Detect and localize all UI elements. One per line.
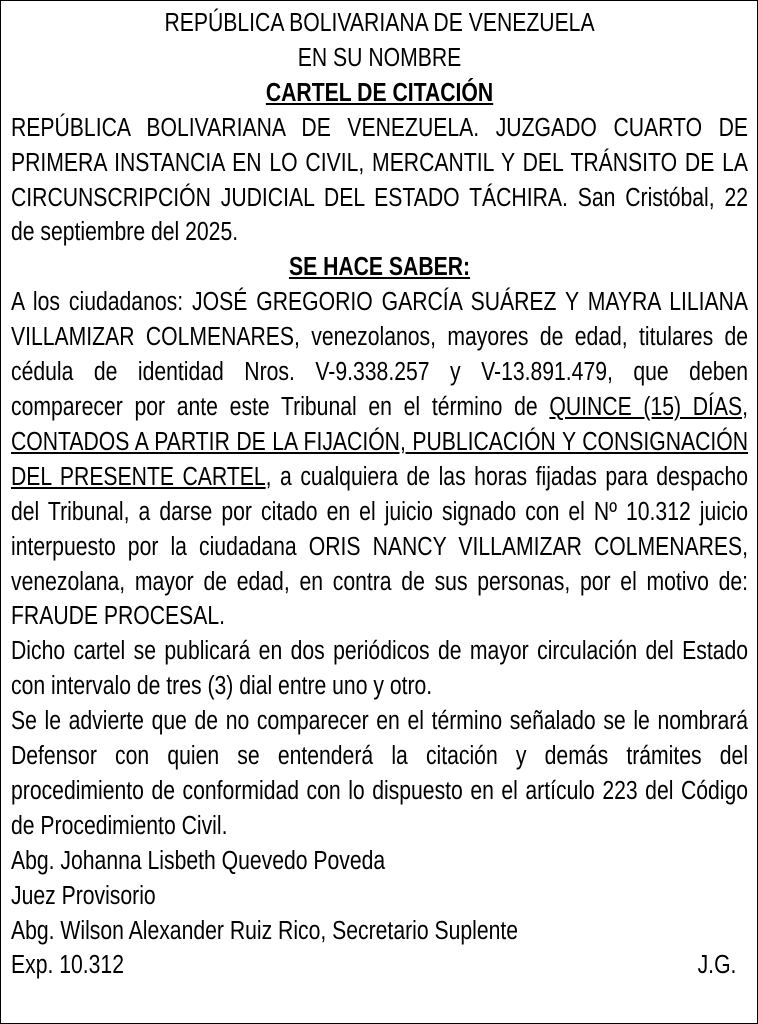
header-republic: REPÚBLICA BOLIVARIANA DE VENEZUELA [164,9,595,37]
body-paragraph [11,285,748,634]
secretary-line: Abg. Wilson Alexander Ruiz Rico, Secretario Suplente [11,916,519,945]
body-text-underlined: QUINCE (15) DÍAS, CONTADOS A PARTIR DE LA FIJACIÓN, PUBLICACIÓN Y CONSIGNACIÓN DEL PRESENTE CARTEL [11,392,749,491]
intro-paragraph: REPÚBLICA BOLIVARIANA DE VENEZUELA. JUZGADO CUARTO DE PRIMERA INSTANCIA EN LO CIVIL, MERCANTIL Y DEL TRÁNSITO DE LA CIRCUNSCRIPCIÓN JUDICIAL DEL ESTADO TÁCHIRA. San Cristóbal, 22 de septiembre del 2025. [11,113,749,247]
header-en-su-nombre: EN SU NOMBRE [297,43,462,72]
judge-title: Juez Provisorio [11,881,156,910]
judge-name: Abg. Johanna Lisbeth Quevedo Poveda [11,846,386,875]
notice-subtitle: SE HACE SABER: [288,253,471,282]
body-text-part2: , a cualquiera de las horas fijadas para despacho del Tribunal, a darse por citado en el juicio signado con el Nº 10.312 juicio interpuesto por la ciudadana ORIS NANCY VILLAMIZAR COLMENARES, venezolana, mayor de edad, en contra de sus personas, por el motivo de: FRAUDE PROCESAL. [11,462,749,631]
warning-paragraph: Se le advierte que de no comparecer en el término señalado se le nombrará Defensor con quien se entenderá la citación y demás trámites del procedimiento de conformidad con lo dispuesto en el artículo 223 del Código de Procedimiento Civil. [11,707,749,840]
footer-row [11,948,748,983]
notice-content [11,6,749,983]
body-text-part1: A los ciudadanos: JOSÉ GREGORIO GARCÍA SUÁREZ Y MAYRA LILIANA VILLAMIZAR COLMENARES, venezolanos, mayores de edad, titulares de cédula de identidad Nros. V-9.338.257 y V-13.891.479, que deben comparecer por ante este Tribunal en el término de [11,288,749,421]
expediente-number: Exp. 10.312 [11,951,124,980]
notice-title: CARTEL DE CITACIÓN [265,78,494,107]
initials: J.G. [697,951,737,980]
publication-paragraph: Dicho cartel se publicará en dos periódicos de mayor circulación del Estado con intervalo de tres (3) dial entre uno y otro. [11,637,749,701]
